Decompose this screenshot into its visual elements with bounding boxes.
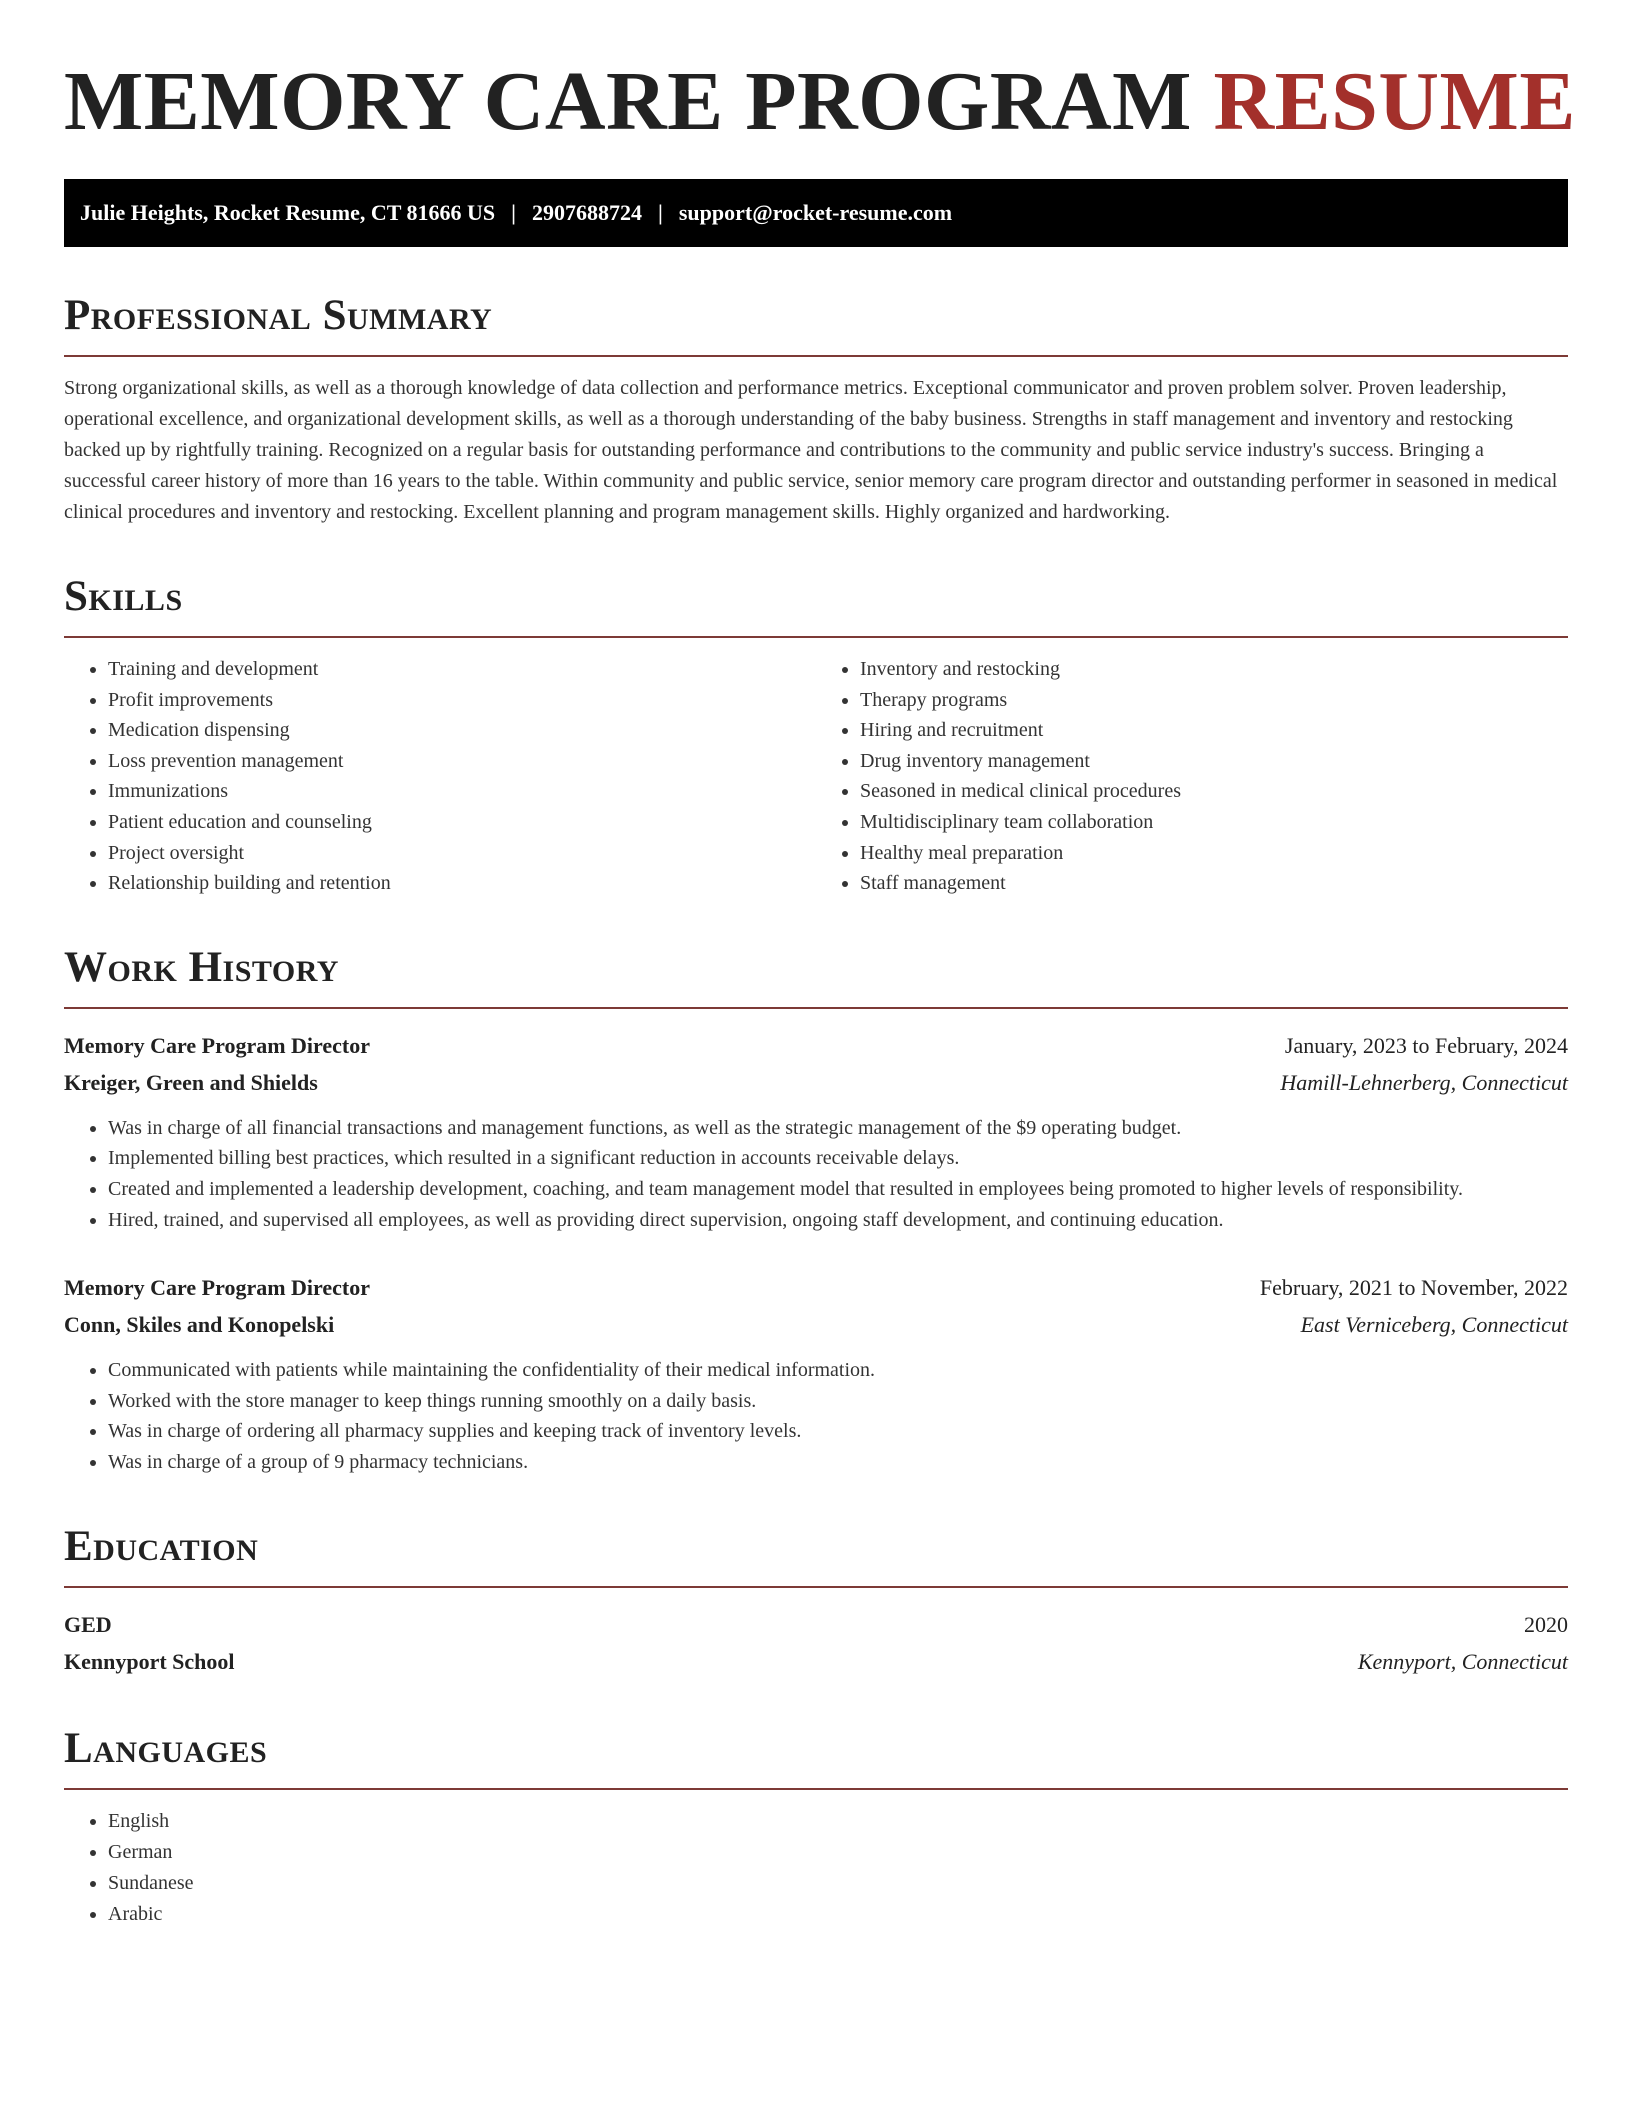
job-bullet: • Was in charge of a group of 9 pharmacy technicians.	[108, 1447, 1568, 1478]
summary-section	[64, 291, 1568, 528]
education-school: Kennyport School	[64, 1648, 235, 1674]
education-degree: GED	[64, 1611, 112, 1637]
job-title: Memory Care Program Director	[64, 1275, 371, 1301]
language-item: • English	[108, 1806, 1568, 1837]
skill-item: • Drug inventory management	[860, 746, 1568, 777]
skills-section	[64, 572, 1568, 899]
skill-item: • Hiring and recruitment	[860, 715, 1568, 746]
skills-columns	[64, 654, 1568, 899]
skills-list-left	[64, 654, 816, 899]
skill-item: • Inventory and restocking	[860, 654, 1568, 685]
skill-item: • Loss prevention management	[108, 746, 816, 777]
job-bullet: • Implemented billing best practices, which resulted in a significant reduction in accounts receivable delays.	[108, 1143, 1568, 1174]
language-item: • German	[108, 1837, 1568, 1868]
section-divider	[64, 636, 1568, 638]
skills-heading: Skills	[64, 573, 183, 620]
languages-list	[64, 1806, 1568, 1930]
title-accent: RESUME	[1213, 55, 1576, 148]
skill-item: • Medication dispensing	[108, 715, 816, 746]
skill-item: • Patient education and counseling	[108, 807, 816, 838]
section-divider	[64, 1007, 1568, 1009]
languages-section	[64, 1724, 1568, 1930]
job-company-row	[64, 1306, 1568, 1343]
section-divider	[64, 355, 1568, 357]
contact-separator: |	[658, 200, 663, 225]
job-bullet: • Created and implemented a leadership development, coaching, and team management model that resulted in employees being promoted to higher levels of responsibility.	[108, 1174, 1568, 1205]
job-entry	[64, 1027, 1568, 1235]
skill-item: • Therapy programs	[860, 685, 1568, 716]
title-main: MEMORY CARE PROGRAM	[64, 55, 1192, 148]
job-dates: January, 2023 to February, 2024	[1284, 1032, 1568, 1058]
summary-heading: Professional Summary	[64, 292, 493, 339]
work-section	[64, 943, 1568, 1478]
education-heading: Education	[64, 1522, 259, 1570]
job-bullet: • Communicated with patients while maintaining the confidentiality of their medical information.	[108, 1355, 1568, 1386]
job-company: Kreiger, Green and Shields	[64, 1069, 318, 1095]
skill-item: • Multidisciplinary team collaboration	[860, 807, 1568, 838]
skill-item: • Relationship building and retention	[108, 868, 816, 899]
skill-item: • Profit improvements	[108, 685, 816, 716]
job-bullet: • Was in charge of ordering all pharmacy supplies and keeping track of inventory levels.	[108, 1416, 1568, 1447]
job-title: Memory Care Program Director	[64, 1032, 371, 1058]
job-bullets	[64, 1113, 1568, 1235]
education-section	[64, 1522, 1568, 1680]
education-year: 2020	[1524, 1611, 1568, 1637]
job-company: Conn, Skiles and Konopelski	[64, 1312, 335, 1338]
job-dates: February, 2021 to November, 2022	[1259, 1275, 1568, 1301]
resume-title	[64, 52, 1576, 152]
skill-item: • Seasoned in medical clinical procedures	[860, 776, 1568, 807]
skills-list-right	[816, 654, 1568, 899]
skill-item: • Healthy meal preparation	[860, 838, 1568, 869]
job-company-row	[64, 1064, 1568, 1101]
skill-item: • Training and development	[108, 654, 816, 685]
contact-separator: |	[511, 200, 517, 225]
language-item: • Arabic	[108, 1899, 1568, 1930]
job-bullet: • Worked with the store manager to keep things running smoothly on a daily basis.	[108, 1386, 1568, 1417]
job-location: Hamill-Lehnerberg, Connecticut	[1280, 1069, 1568, 1095]
contact-phone: 2907688724	[532, 200, 643, 225]
skill-item: • Immunizations	[108, 776, 816, 807]
section-divider	[64, 1788, 1568, 1790]
education-school-row	[64, 1643, 1568, 1680]
education-location: Kennyport, Connecticut	[1357, 1648, 1568, 1674]
education-degree-row	[64, 1606, 1568, 1643]
job-bullet: • Was in charge of all financial transactions and management functions, as well as the strategic management of the $9 operating budget.	[108, 1113, 1568, 1144]
section-divider	[64, 1586, 1568, 1588]
education-entry	[64, 1606, 1568, 1680]
job-header-row	[64, 1269, 1568, 1306]
job-entry	[64, 1269, 1568, 1477]
language-item: • Sundanese	[108, 1868, 1568, 1899]
contact-email: support@rocket-resume.com	[678, 200, 953, 225]
skill-item: • Project oversight	[108, 838, 816, 869]
job-header-row	[64, 1027, 1568, 1064]
job-bullets	[64, 1355, 1568, 1477]
skill-item: • Staff management	[860, 868, 1568, 899]
languages-heading: Languages	[64, 1724, 268, 1772]
contact-address: Julie Heights, Rocket Resume, CT 81666 US	[80, 200, 496, 225]
job-location: East Verniceberg, Connecticut	[1300, 1312, 1568, 1338]
contact-bar	[64, 179, 1568, 247]
work-heading: Work History	[64, 943, 339, 991]
job-bullet: • Hired, trained, and supervised all employees, as well as providing direct supervision, ongoing staff development, and continuing education.	[108, 1205, 1568, 1236]
summary-text: Strong organizational skills, as well as a thorough knowledge of data collection and performance metrics. Exceptional communicator and proven problem solver. Proven leadership, operational excellence, and organizational development skills, as well as a thorough understanding of the baby business. Strengths in staff management and inventory and restocking backed up by rightfully training. Recognized on a regular basis for outstanding performance and contributions to the community and public service industry's success. Bringing a successful career history of more than 16 years to the table. Within community and public service, senior memory care program director and outstanding performer in seasoned in medical clinical procedures and inventory and restocking. Excellent planning and program management skills. Highly organized and hardworking.	[64, 377, 1558, 523]
